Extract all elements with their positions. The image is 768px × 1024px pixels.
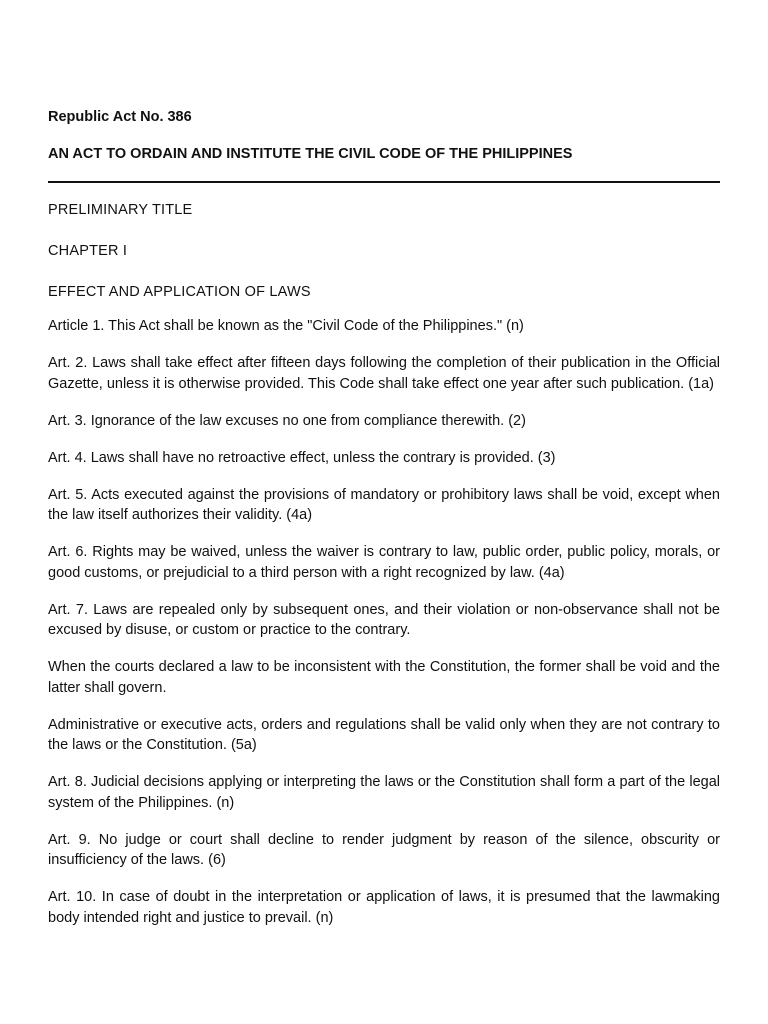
article-1: Article 1. This Act shall be known as the "Civil Code of the Philippines." (n) [48, 318, 524, 334]
chapter-heading: CHAPTER I [48, 243, 128, 259]
article-3: Art. 3. Ignorance of the law excuses no one from compliance therewith. (2) [48, 412, 526, 429]
article-7-paragraph-2: When the courts declared a law to be inconsistent with the Constitution, the former shall be void and the latter shall govern. [48, 659, 720, 696]
article-10: Art. 10. In case of doubt in the interpretation or application of laws, it is presumed that the lawmaking body intended right and justice to prevail. (n) [48, 889, 720, 926]
chapter-title-heading: EFFECT AND APPLICATION OF LAWS [48, 284, 311, 300]
article-2: Art. 2. Laws shall take effect after fifteen days following the completion of their publication in the Official Gazette, unless it is otherwise provided. This Code shall take effect one year after such publication. (1a) [48, 355, 720, 392]
article-6: Art. 6. Rights may be waived, unless the waiver is contrary to law, public order, public policy, morals, or good customs, or prejudicial to a third person with a right recognized by law. (4a) [48, 544, 720, 581]
article-7-paragraph-3: Administrative or executive acts, orders and regulations shall be valid only when they are not contrary to the laws or the Constitution. (5a) [48, 716, 720, 753]
document-body [48, 200, 720, 945]
article-9: Art. 9. No judge or court shall decline to render judgment by reason of the silence, obscurity or insufficiency of the laws. (6) [48, 831, 720, 868]
article-4: Art. 4. Laws shall have no retroactive effect, unless the contrary is provided. (3) [48, 449, 556, 466]
act-title: AN ACT TO ORDAIN AND INSTITUTE THE CIVIL CODE OF THE PHILIPPINES [48, 146, 573, 162]
article-8: Art. 8. Judicial decisions applying or interpreting the laws or the Constitution shall form a part of the legal system of the Philippines. (n) [48, 774, 720, 811]
article-5: Art. 5. Acts executed against the provisions of mandatory or prohibitory laws shall be void, except when the law itself authorizes their validity. (4a) [48, 486, 720, 523]
preliminary-title-heading: PRELIMINARY TITLE [48, 202, 193, 218]
act-number: Republic Act No. 386 [48, 109, 192, 125]
article-7: Art. 7. Laws are repealed only by subsequent ones, and their violation or non-observance shall not be excused by disuse, or custom or practice to the contrary. [48, 601, 720, 638]
header-divider [48, 181, 720, 183]
